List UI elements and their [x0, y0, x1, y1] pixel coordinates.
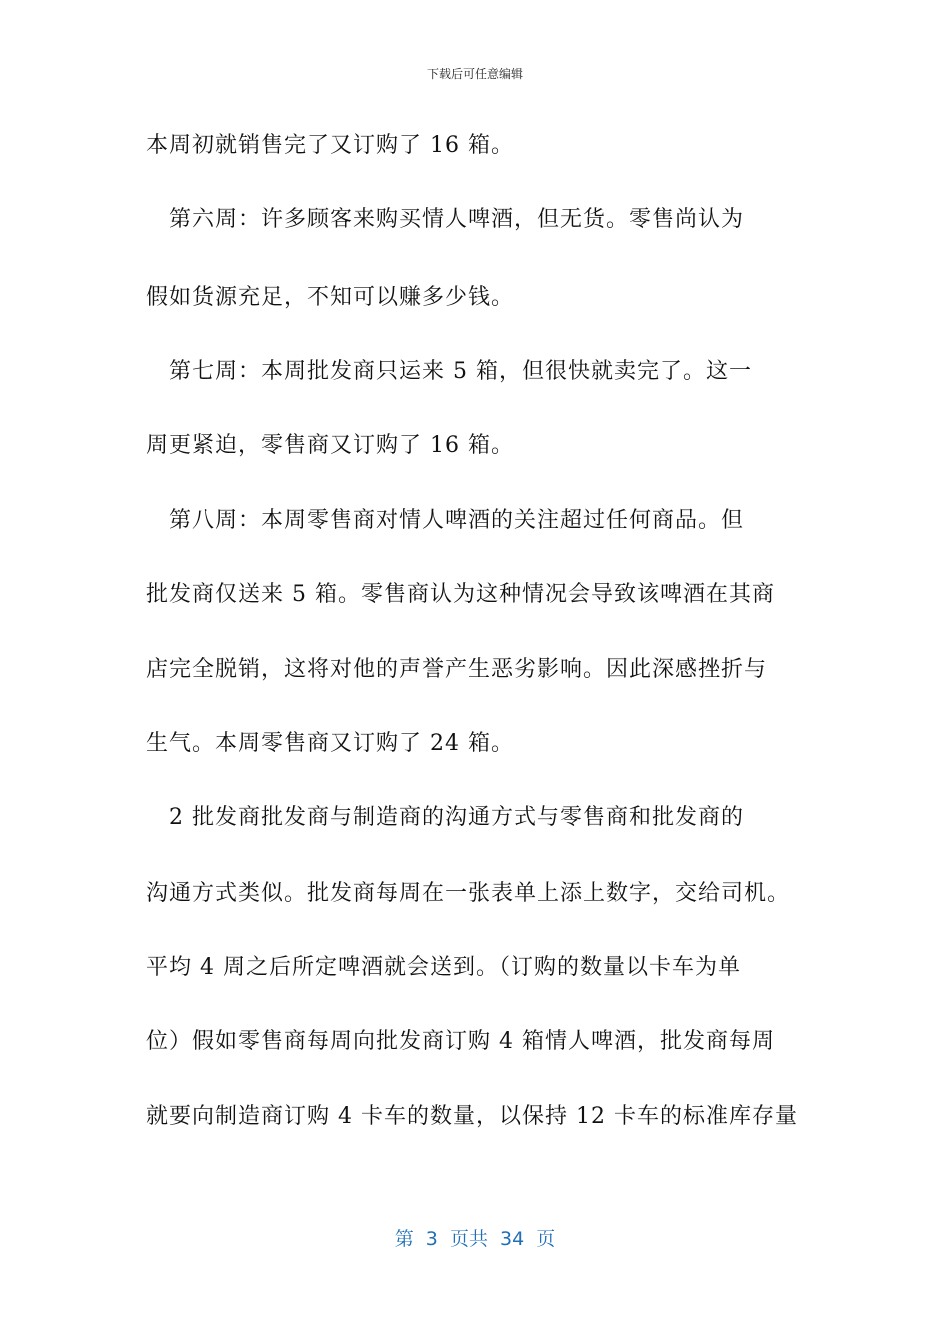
paragraph-line: 平均 4 周之后所定啤酒就会送到。（订购的数量以卡车为单: [146, 955, 741, 980]
paragraph-line: 周更紧迫，零售商又订购了 16 箱。: [146, 433, 514, 458]
page-header: 下载后可任意编辑: [426, 67, 523, 81]
paragraph-line: 就要向制造商订购 4 卡车的数量，以保持 12 卡车的标准库存量: [146, 1104, 798, 1129]
paragraph-line: 第八周：本周零售商对情人啤酒的关注超过任何商品。但: [146, 508, 745, 533]
paragraph-line: 位）假如零售商每周向批发商订购 4 箱情人啤酒，批发商每周: [146, 1029, 775, 1054]
paragraph-line: 2 批发商批发商与制造商的沟通方式与零售商和批发商的: [146, 805, 744, 830]
page-number-footer: 第 3 页共 34 页: [394, 1228, 556, 1250]
paragraph-line: 生气。本周零售商又订购了 24 箱。: [146, 731, 514, 756]
paragraph-line: 店完全脱销，这将对他的声誉产生恶劣影响。因此深感挫折与: [146, 657, 768, 682]
paragraph-line: 沟通方式类似。批发商每周在一张表单上添上数字，交给司机。: [146, 881, 791, 906]
paragraph-line: 假如货源充足，不知可以赚多少钱。: [146, 285, 515, 310]
paragraph-line: 批发商仅送来 5 箱。零售商认为这种情况会导致该啤酒在其商: [146, 582, 775, 607]
paragraph-line: 第六周：许多顾客来购买情人啤酒，但无货。零售尚认为: [146, 207, 745, 232]
paragraph-line: 本周初就销售完了又订购了 16 箱。: [146, 133, 514, 158]
paragraph-line: 第七周：本周批发商只运来 5 箱，但很快就卖完了。这一: [146, 359, 752, 384]
